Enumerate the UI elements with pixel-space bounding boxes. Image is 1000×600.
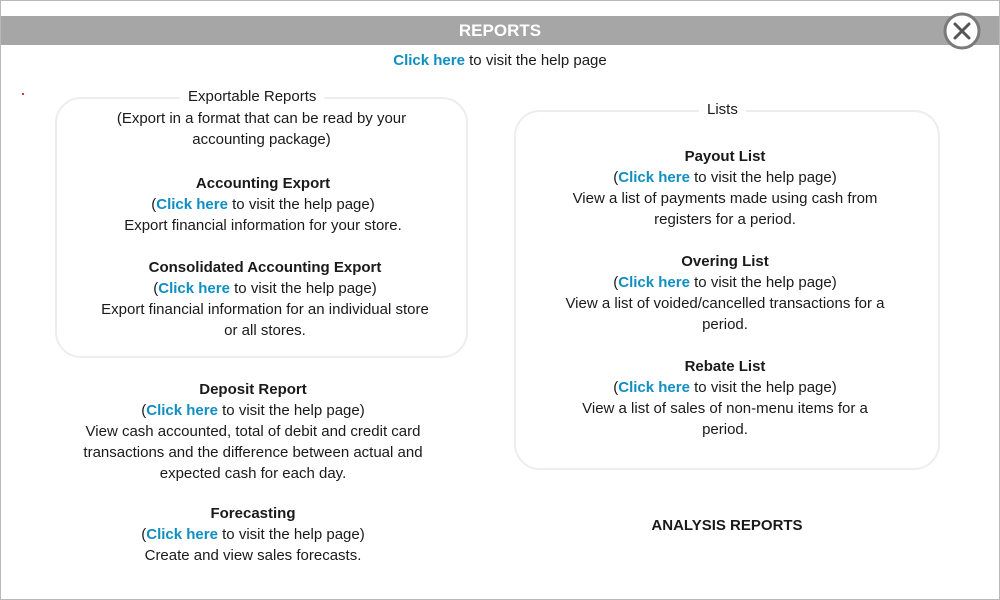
accounting-export-help: (Click here to visit the help page) [151, 196, 375, 213]
payout-list-description: View a list of payments made using cash from registers for a period. [572, 190, 878, 228]
forecasting-block [68, 503, 438, 566]
overing-list-heading: Overing List [681, 253, 769, 270]
accounting-export-help-text: to visit the help page) [227, 196, 375, 213]
analysis-reports-heading[interactable]: ANALYSIS REPORTS [651, 517, 803, 534]
help-line [0, 50, 1000, 71]
accounting-export-block [68, 173, 458, 236]
deposit-report-help-text: to visit the help page) [217, 402, 365, 419]
overing-list-help: (Click here to visit the help page) [613, 274, 837, 291]
consolidated-export-help: (Click here to visit the help page) [153, 280, 377, 297]
deposit-report-heading: Deposit Report [199, 381, 307, 398]
payout-list-help: (Click here to visit the help page) [613, 169, 837, 186]
accounting-export-help-link[interactable]: Click here [156, 196, 228, 213]
deposit-report-block [68, 379, 438, 484]
forecasting-help-link[interactable]: Click here [146, 526, 218, 543]
forecasting-help-text: to visit the help page) [217, 526, 365, 543]
overing-list-block [545, 251, 905, 335]
rebate-list-description: View a list of sales of non-menu items for a period. [582, 400, 868, 438]
consolidated-export-heading: Consolidated Accounting Export [148, 259, 382, 276]
overing-list-help-link[interactable]: Click here [618, 274, 690, 291]
forecasting-help: (Click here to visit the help page) [141, 526, 365, 543]
consolidated-export-block [95, 257, 435, 341]
dialog-title: REPORTS [1, 16, 999, 45]
exportable-reports-subtitle: (Export in a format that can be read by your accounting package) [116, 110, 407, 148]
rebate-list-help-link[interactable]: Click here [618, 379, 690, 396]
accounting-export-heading: Accounting Export [195, 175, 331, 192]
deposit-report-help-link[interactable]: Click here [146, 402, 218, 419]
rebate-list-block [560, 356, 890, 440]
payout-list-heading: Payout List [684, 148, 766, 165]
consolidated-export-help-text: to visit the help page) [229, 280, 377, 297]
consolidated-export-help-link[interactable]: Click here [158, 280, 230, 297]
rebate-list-help-text: to visit the help page) [689, 379, 837, 396]
close-circle-icon [943, 12, 981, 50]
rebate-list-heading: Rebate List [684, 358, 766, 375]
consolidated-export-description: Export financial information for an individual store or all stores. [101, 301, 429, 339]
rebate-list-help: (Click here to visit the help page) [613, 379, 837, 396]
deposit-report-help: (Click here to visit the help page) [141, 402, 365, 419]
payout-list-help-link[interactable]: Click here [618, 169, 690, 186]
deposit-report-description: View cash accounted, total of debit and credit card transactions and the difference between actual and expected cash for each day. [83, 423, 423, 482]
help-link[interactable]: Click here [393, 52, 465, 69]
forecasting-description: Create and view sales forecasts. [144, 547, 362, 564]
overing-list-help-text: to visit the help page) [689, 274, 837, 291]
accounting-export-description: Export financial information for your store. [124, 217, 402, 234]
close-button[interactable] [943, 12, 981, 50]
payout-list-help-text: to visit the help page) [689, 169, 837, 186]
marker-dot [22, 93, 24, 95]
lists-title: Lists [699, 100, 746, 120]
overing-list-description: View a list of voided/cancelled transactions for a period. [565, 295, 885, 333]
help-text: to visit the help page [464, 52, 607, 69]
forecasting-heading: Forecasting [210, 505, 296, 522]
exportable-reports-title: Exportable Reports [180, 87, 324, 107]
payout-list-block [545, 146, 905, 230]
